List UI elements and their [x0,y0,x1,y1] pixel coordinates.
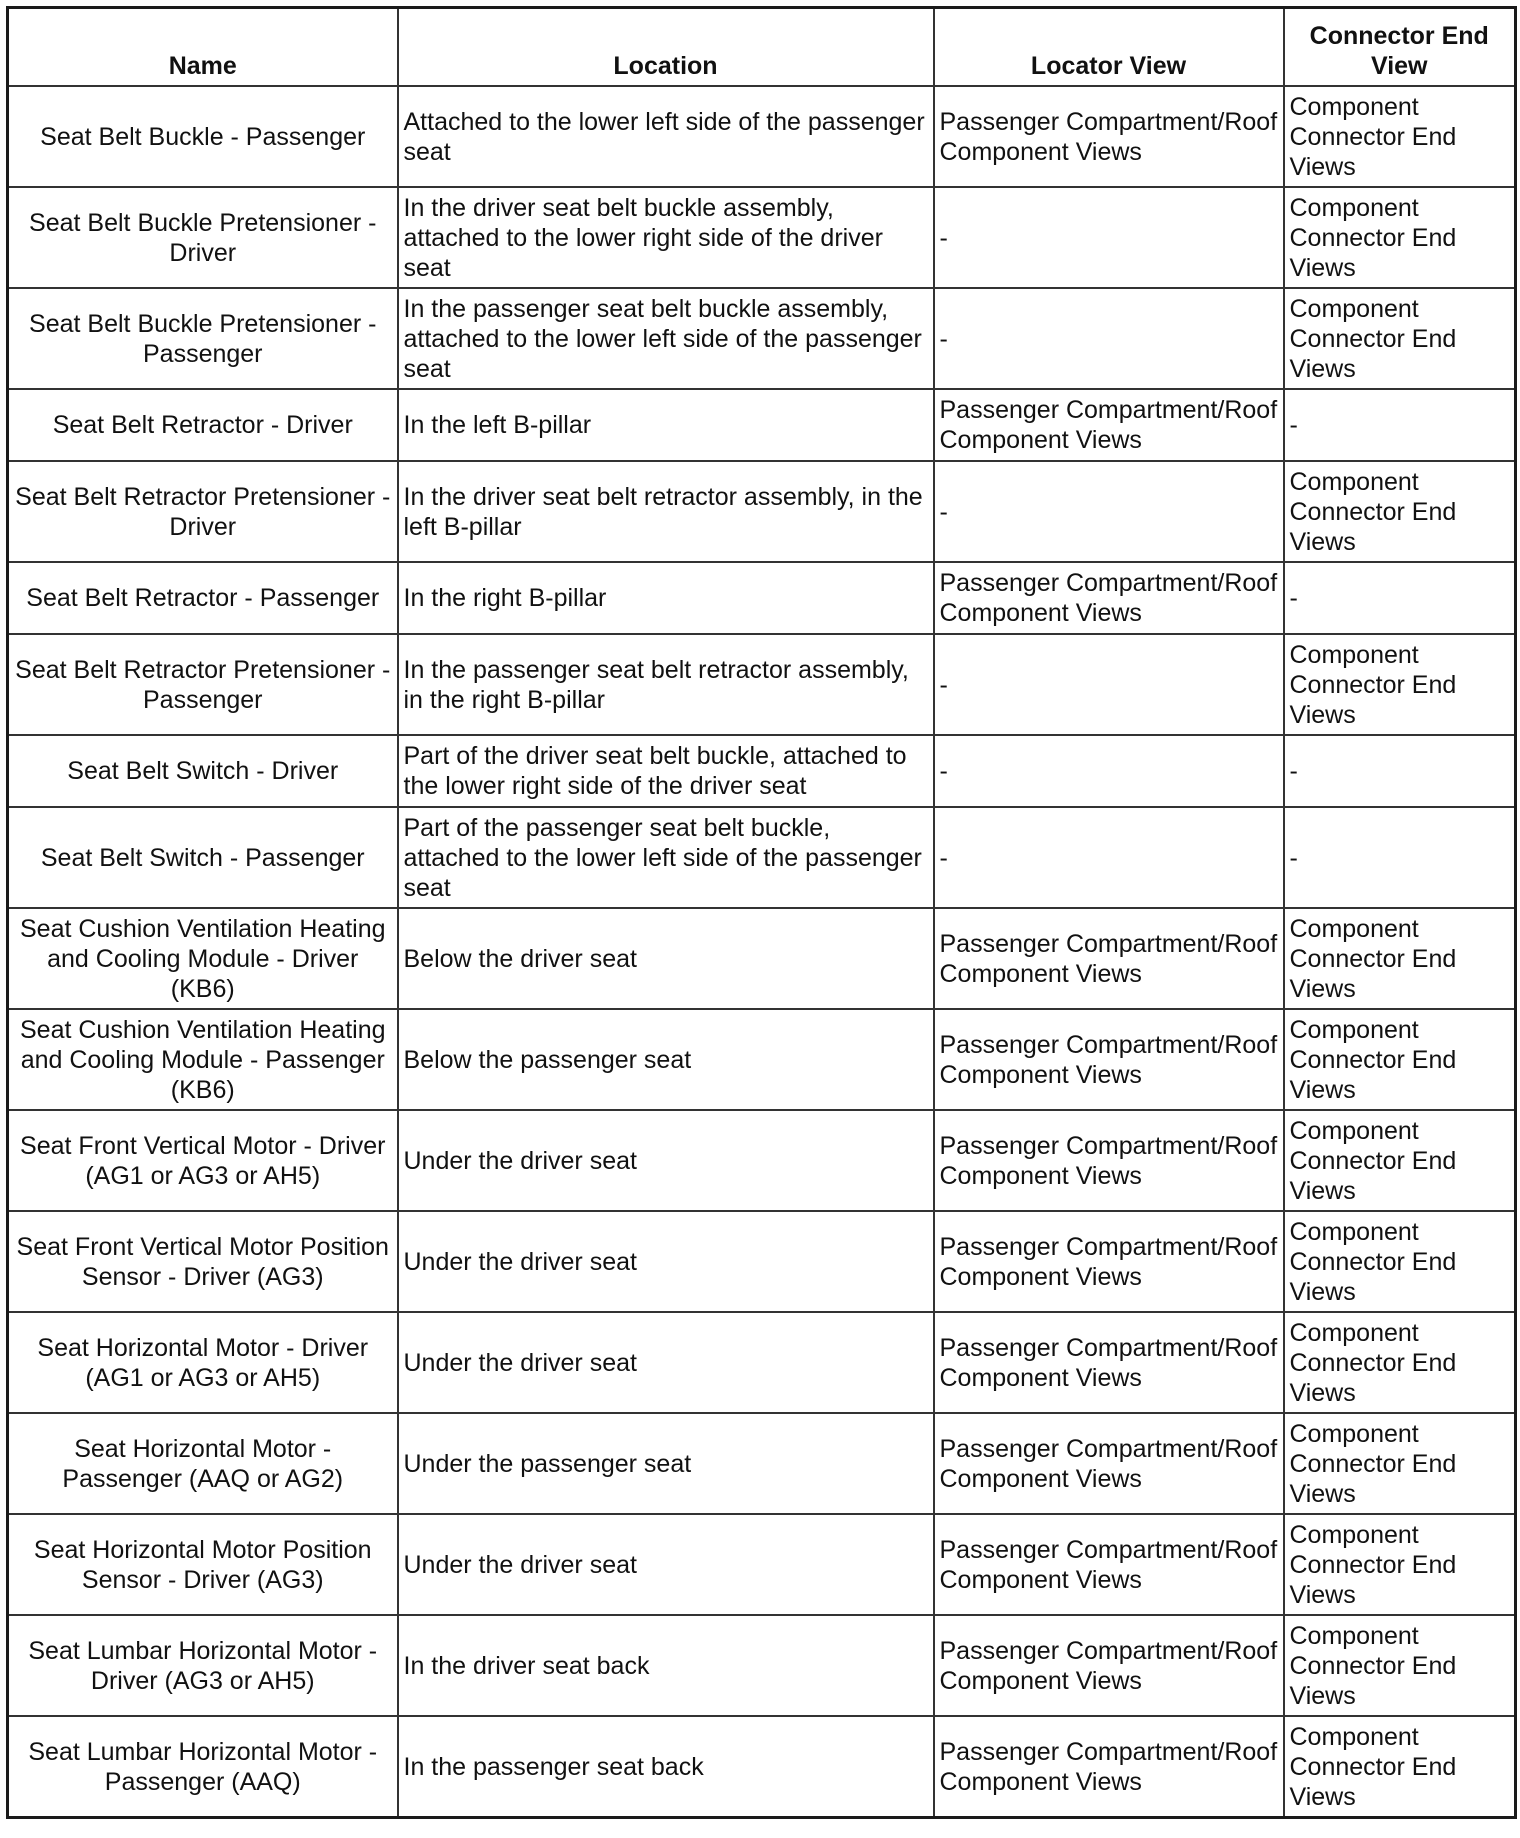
cell-connector-end-view: Component Connector End Views [1284,1413,1516,1514]
cell-connector-end-view: - [1284,562,1516,634]
cell-locator-view: - [934,288,1284,389]
cell-connector-end-view: Component Connector End Views [1284,86,1516,187]
cell-location: In the passenger seat belt buckle assembly, attached to the lower left side of the passenger seat [398,288,934,389]
cell-name: Seat Belt Buckle Pretensioner - Driver [8,187,398,288]
table-row [8,1514,1516,1615]
cell-name: Seat Horizontal Motor - Driver (AG1 or AG3 or AH5) [8,1312,398,1413]
header-row [8,8,1516,87]
cell-connector-end-view: - [1284,735,1516,807]
cell-name: Seat Belt Buckle Pretensioner - Passenger [8,288,398,389]
header-name: Name [8,8,398,87]
cell-locator-view: Passenger Compartment/Roof Component Views [934,1009,1284,1110]
table-body [8,86,1516,1818]
cell-connector-end-view: Component Connector End Views [1284,288,1516,389]
cell-location: Below the passenger seat [398,1009,934,1110]
cell-name: Seat Front Vertical Motor - Driver (AG1 or AG3 or AH5) [8,1110,398,1211]
cell-name: Seat Belt Retractor Pretensioner - Passenger [8,634,398,735]
cell-name: Seat Horizontal Motor Position Sensor - Driver (AG3) [8,1514,398,1615]
cell-name: Seat Belt Buckle - Passenger [8,86,398,187]
cell-name: Seat Lumbar Horizontal Motor - Passenger (AAQ) [8,1716,398,1818]
cell-name: Seat Belt Switch - Driver [8,735,398,807]
header-location: Location [398,8,934,87]
table-row [8,634,1516,735]
table-row [8,1312,1516,1413]
table-row [8,1716,1516,1818]
table-row [8,562,1516,634]
cell-locator-view: - [934,461,1284,562]
header-locator-view: Locator View [934,8,1284,87]
cell-location: In the left B-pillar [398,389,934,461]
cell-locator-view: - [934,735,1284,807]
cell-name: Seat Belt Retractor Pretensioner - Driver [8,461,398,562]
cell-location: Under the driver seat [398,1211,934,1312]
cell-locator-view: Passenger Compartment/Roof Component Views [934,562,1284,634]
cell-location: In the right B-pillar [398,562,934,634]
cell-connector-end-view: Component Connector End Views [1284,461,1516,562]
cell-connector-end-view: Component Connector End Views [1284,1211,1516,1312]
cell-connector-end-view: Component Connector End Views [1284,1009,1516,1110]
table-row [8,187,1516,288]
cell-connector-end-view: Component Connector End Views [1284,1615,1516,1716]
table-row [8,86,1516,187]
table-row [8,389,1516,461]
component-locator-table [6,6,1517,1819]
cell-connector-end-view: Component Connector End Views [1284,908,1516,1009]
cell-locator-view: Passenger Compartment/Roof Component Views [934,1413,1284,1514]
table-row [8,1110,1516,1211]
cell-locator-view: Passenger Compartment/Roof Component Views [934,86,1284,187]
cell-locator-view: - [934,807,1284,908]
cell-connector-end-view: Component Connector End Views [1284,187,1516,288]
cell-location: Under the driver seat [398,1514,934,1615]
cell-name: Seat Front Vertical Motor Position Sensor - Driver (AG3) [8,1211,398,1312]
cell-locator-view: Passenger Compartment/Roof Component Views [934,1615,1284,1716]
cell-locator-view: Passenger Compartment/Roof Component Views [934,1211,1284,1312]
cell-name: Seat Cushion Ventilation Heating and Cooling Module - Driver (KB6) [8,908,398,1009]
cell-location: In the passenger seat back [398,1716,934,1818]
cell-locator-view: - [934,634,1284,735]
cell-connector-end-view: Component Connector End Views [1284,634,1516,735]
cell-location: Part of the driver seat belt buckle, attached to the lower right side of the driver seat [398,735,934,807]
cell-location: Part of the passenger seat belt buckle, attached to the lower left side of the passenger seat [398,807,934,908]
cell-connector-end-view: Component Connector End Views [1284,1110,1516,1211]
table-row [8,735,1516,807]
table-row [8,807,1516,908]
table-row [8,1413,1516,1514]
cell-name: Seat Belt Switch - Passenger [8,807,398,908]
table-row [8,908,1516,1009]
cell-connector-end-view: Component Connector End Views [1284,1312,1516,1413]
cell-locator-view: - [934,187,1284,288]
table-row [8,1211,1516,1312]
table-row [8,1009,1516,1110]
cell-location: In the driver seat belt retractor assembly, in the left B-pillar [398,461,934,562]
cell-connector-end-view: Component Connector End Views [1284,1514,1516,1615]
cell-location: Under the driver seat [398,1110,934,1211]
cell-name: Seat Belt Retractor - Driver [8,389,398,461]
cell-connector-end-view: - [1284,807,1516,908]
cell-location: Under the driver seat [398,1312,934,1413]
cell-name: Seat Lumbar Horizontal Motor - Driver (AG3 or AH5) [8,1615,398,1716]
cell-location: Below the driver seat [398,908,934,1009]
cell-location: Under the passenger seat [398,1413,934,1514]
cell-locator-view: Passenger Compartment/Roof Component Views [934,908,1284,1009]
cell-name: Seat Cushion Ventilation Heating and Cooling Module - Passenger (KB6) [8,1009,398,1110]
cell-name: Seat Belt Retractor - Passenger [8,562,398,634]
cell-location: In the passenger seat belt retractor assembly, in the right B-pillar [398,634,934,735]
cell-locator-view: Passenger Compartment/Roof Component Views [934,389,1284,461]
cell-connector-end-view: Component Connector End Views [1284,1716,1516,1818]
cell-locator-view: Passenger Compartment/Roof Component Views [934,1312,1284,1413]
cell-name: Seat Horizontal Motor - Passenger (AAQ or AG2) [8,1413,398,1514]
cell-location: In the driver seat belt buckle assembly, attached to the lower right side of the driver seat [398,187,934,288]
cell-locator-view: Passenger Compartment/Roof Component Views [934,1110,1284,1211]
cell-location: Attached to the lower left side of the passenger seat [398,86,934,187]
table-row [8,288,1516,389]
cell-locator-view: Passenger Compartment/Roof Component Views [934,1514,1284,1615]
table-row [8,1615,1516,1716]
cell-location: In the driver seat back [398,1615,934,1716]
cell-connector-end-view: - [1284,389,1516,461]
cell-locator-view: Passenger Compartment/Roof Component Views [934,1716,1284,1818]
table-row [8,461,1516,562]
header-connector-end-view: Connector End View [1284,8,1516,87]
